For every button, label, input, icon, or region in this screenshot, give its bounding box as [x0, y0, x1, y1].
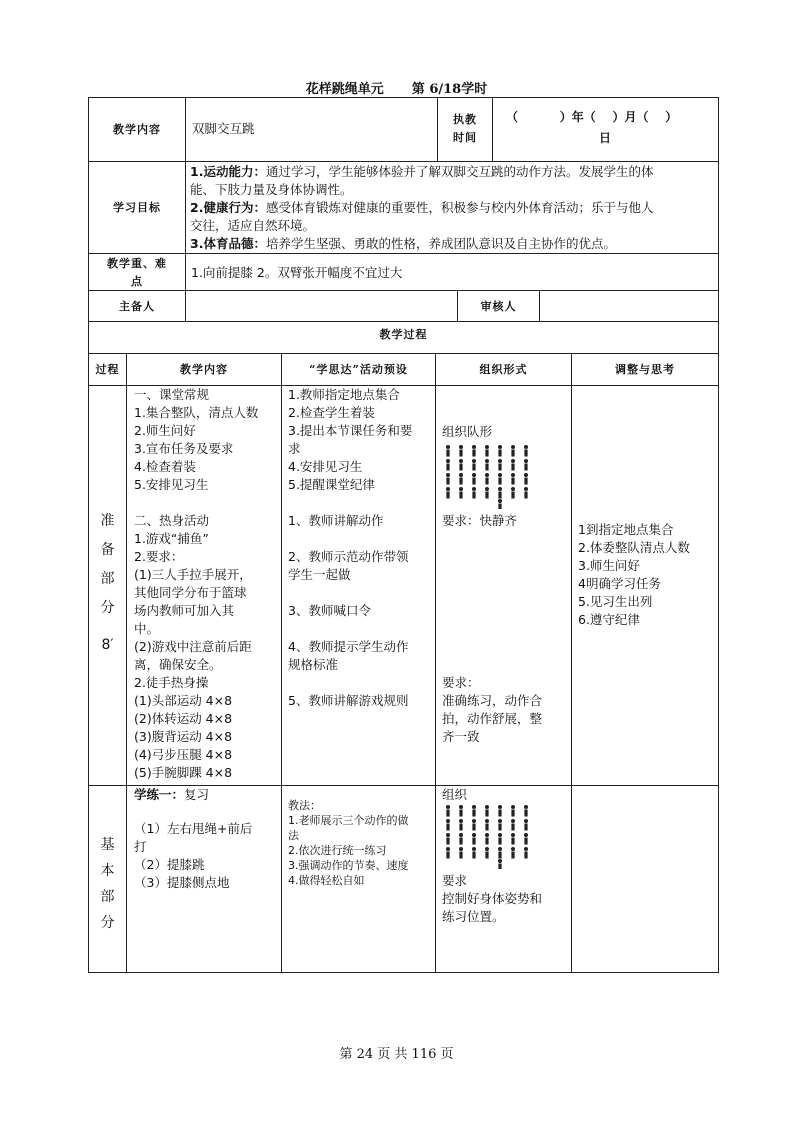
activity-line: 求 — [288, 441, 301, 456]
student-figure — [459, 473, 463, 485]
student-figure — [446, 445, 450, 457]
content-line: 离，确保安全。 — [134, 657, 222, 672]
content-line: (2)体转运动 4×8 — [134, 711, 233, 726]
reflection-line: 1到指定地点集合 — [578, 522, 674, 537]
student-figure — [446, 819, 450, 831]
student-figure — [524, 445, 528, 457]
activity-line: 2.检查学生着装 — [288, 405, 375, 420]
student-figure — [472, 805, 476, 817]
activity-line — [288, 674, 434, 692]
student-figure — [498, 805, 502, 817]
student-figure — [498, 847, 502, 859]
activity-line: 5、教师讲解游戏规则 — [288, 693, 409, 708]
org-req-line: 要求 — [442, 873, 468, 888]
date-label: 执教 时间 — [453, 113, 477, 144]
org-req-line: 控制好身体姿势和 — [442, 891, 543, 906]
content-value: 双脚交互跳 — [192, 121, 255, 136]
activity-line: 4.做得轻松自如 — [288, 874, 365, 887]
student-figure — [498, 473, 502, 485]
student-figure — [472, 833, 476, 845]
student-figure — [459, 847, 463, 859]
stage-basic: 基 本 部 分 — [100, 837, 115, 931]
section1-org-req2 — [442, 674, 568, 746]
content-line: （2）提膝跳 — [134, 857, 205, 872]
activity-line: 2、教师示范动作带领 — [288, 549, 409, 564]
student-figure — [485, 819, 489, 831]
content-line — [134, 494, 280, 512]
section1-org-req: 要求：快静齐 — [442, 513, 518, 528]
stage-preparation: 准 备 部 分 8′ — [89, 507, 126, 660]
reviewer-label: 审核人 — [480, 299, 517, 313]
col-header-activities: “学思达”活动预设 — [309, 363, 408, 376]
content-line: 2.要求： — [134, 549, 184, 564]
objectives-list — [190, 163, 716, 253]
content-line: (3)腹背运动 4×8 — [134, 729, 233, 744]
student-figure — [498, 819, 502, 831]
student-figure — [446, 833, 450, 845]
content-line: 4.检查着装 — [134, 459, 196, 474]
activity-line: 教法： — [288, 799, 321, 812]
section1-content — [134, 386, 280, 782]
org-req-line: 练习位置。 — [442, 909, 505, 924]
page-footer: 第 24 页 共 116 页 — [339, 1047, 454, 1062]
org-req-line: 齐一致 — [442, 729, 480, 744]
content-line: 一、课堂常规 — [134, 387, 210, 402]
student-figure — [459, 445, 463, 457]
reflection-line: 6.遵守纪律 — [578, 612, 640, 627]
objective-line: 1.运动能力：通过学习，学生能够体验并了解双脚交互跳的动作方法。发展学生的体 — [190, 164, 654, 179]
stage-time: 8′ — [101, 637, 114, 653]
activity-line: 3.提出本节课任务和要 — [288, 423, 413, 438]
content-line: （3）提膝侧点地 — [134, 875, 230, 890]
student-figure — [472, 459, 476, 471]
col-header-content: 教学内容 — [180, 363, 228, 376]
student-figure — [524, 473, 528, 485]
student-figure — [511, 847, 515, 859]
keypoints-value: 1.向前提膝 2。双臂张开幅度不宜过大 — [191, 265, 403, 280]
section1-activities-b — [288, 512, 434, 710]
col-header-stage: 过程 — [95, 363, 120, 376]
formation-diagram-2 — [444, 803, 544, 869]
content-line: (5)手腕脚踝 4×8 — [134, 765, 233, 780]
objective-line: 2.健康行为：感受体育锻炼对健康的重要性，积极参与校内外体育活动；乐于与他人 — [190, 200, 654, 215]
content-line: （1）左右甩绳+前后 — [134, 821, 253, 836]
student-figure — [524, 805, 528, 817]
student-figure — [472, 487, 476, 499]
reflection-line: 5.见习生出列 — [578, 594, 653, 609]
section1-reflection — [578, 521, 716, 629]
activity-line: 规格标准 — [288, 657, 339, 672]
student-figure — [485, 805, 489, 817]
keypoints-label: 教学重、难 点 — [107, 257, 167, 288]
activity-line: 4.安排见习生 — [288, 459, 363, 474]
student-figure — [446, 805, 450, 817]
unit-title: 花样跳绳单元 — [305, 82, 384, 97]
content-line: 5.安排见习生 — [134, 477, 209, 492]
student-figure — [446, 487, 450, 499]
student-figure — [511, 819, 515, 831]
student-figure — [511, 805, 515, 817]
content-line: 2.师生问好 — [134, 423, 196, 438]
student-figure — [498, 445, 502, 457]
teacher-figure — [498, 499, 502, 509]
section2-org-title: 组织 — [442, 787, 468, 802]
teacher-figure — [498, 859, 502, 869]
student-figure — [485, 847, 489, 859]
section2-title: 学练一：复习 — [134, 787, 210, 802]
content-line: 1.集合整队，清点人数 — [134, 405, 259, 420]
student-figure — [498, 459, 502, 471]
document-title — [0, 78, 793, 97]
reflection-line: 4明确学习任务 — [578, 576, 661, 591]
lesson-number: 第 6/18学时 — [411, 82, 488, 97]
preparer-label: 主备人 — [119, 299, 155, 313]
activity-line: 3、教师喊口令 — [288, 603, 371, 618]
section2-activities — [288, 798, 434, 888]
content-line: (1)三人手拉手展开， — [134, 567, 252, 582]
student-figure — [511, 473, 515, 485]
section1-activities-a — [288, 386, 434, 494]
student-figure — [485, 445, 489, 457]
student-figure — [472, 445, 476, 457]
student-figure — [459, 819, 463, 831]
objective-line: 能、下肢力量及身体协调性。 — [190, 182, 353, 197]
objectives-label: 学习目标 — [113, 201, 161, 214]
activity-line: 1、教师讲解动作 — [288, 513, 384, 528]
lesson-plan-table — [88, 97, 719, 973]
content-line: 3.宣布任务及要求 — [134, 441, 234, 456]
formation-diagram — [444, 443, 544, 509]
activity-line — [288, 584, 434, 602]
activity-line: 1.老师展示三个动作的做 — [288, 814, 409, 827]
student-figure — [446, 459, 450, 471]
col-header-organization: 组织形式 — [479, 363, 528, 376]
student-figure — [472, 847, 476, 859]
student-figure — [459, 833, 463, 845]
col-header-reflection: 调整与思考 — [615, 363, 675, 376]
student-figure — [485, 459, 489, 471]
content-line: 打 — [134, 839, 147, 854]
student-figure — [498, 487, 502, 499]
activity-line: 4、教师提示学生动作 — [288, 639, 409, 654]
content-line: (1)头部运动 4×8 — [134, 693, 233, 708]
student-figure — [511, 445, 515, 457]
content-line: (4)弓步压腿 4×8 — [134, 747, 233, 762]
activity-line — [288, 620, 434, 638]
content-line: (2)游戏中注意前后距 — [134, 639, 252, 654]
student-figure — [485, 473, 489, 485]
student-figure — [524, 487, 528, 499]
content-line: 1.游戏“捕鱼” — [134, 531, 209, 546]
section1-org-title: 组织队形 — [442, 424, 493, 439]
student-figure — [459, 459, 463, 471]
student-figure — [524, 819, 528, 831]
section2-content — [134, 820, 280, 892]
activity-line: 2.依次进行统一练习 — [288, 844, 387, 857]
objective-line: 交往，适应自然环境。 — [190, 218, 316, 233]
activity-line: 学生一起做 — [288, 567, 351, 582]
student-figure — [446, 847, 450, 859]
content-label: 教学内容 — [113, 123, 161, 136]
student-figure — [485, 833, 489, 845]
date-value: （ ）年（ ）月（ ） 日 — [506, 110, 678, 145]
org-req-line: 要求： — [442, 675, 480, 690]
student-figure — [524, 833, 528, 845]
reflection-line: 2.体委整队清点人数 — [578, 540, 690, 555]
student-figure — [511, 487, 515, 499]
student-figure — [446, 473, 450, 485]
org-req-line: 准确练习，动作合 — [442, 693, 543, 708]
activity-line: 法 — [288, 829, 299, 842]
student-figure — [485, 487, 489, 499]
content-line: 二、热身活动 — [134, 513, 210, 528]
objective-line: 3.体育品德：培养学生坚强、勇敢的性格，养成团队意识及自主协作的优点。 — [190, 236, 616, 251]
student-figure — [511, 833, 515, 845]
student-figure — [459, 805, 463, 817]
section2-org-req — [442, 872, 568, 926]
content-line: 2.徒手热身操 — [134, 675, 209, 690]
org-req-line: 拍，动作舒展，整 — [442, 711, 543, 726]
activity-line: 3.强调动作的节奏、速度 — [288, 859, 409, 872]
student-figure — [459, 487, 463, 499]
reflection-line: 3.师生问好 — [578, 558, 640, 573]
student-figure — [524, 459, 528, 471]
student-figure — [511, 459, 515, 471]
student-figure — [472, 473, 476, 485]
process-title: 教学过程 — [379, 327, 428, 341]
student-figure — [524, 847, 528, 859]
student-figure — [472, 819, 476, 831]
content-line: 其他同学分布于篮球 — [134, 585, 247, 600]
content-line: 中。 — [134, 621, 160, 636]
activity-line: 1.教师指定地点集合 — [288, 387, 400, 402]
activity-line: 5.提醒课堂纪律 — [288, 477, 375, 492]
content-line: 场内教师可加入其 — [134, 603, 235, 618]
activity-line — [288, 530, 434, 548]
student-figure — [498, 833, 502, 845]
